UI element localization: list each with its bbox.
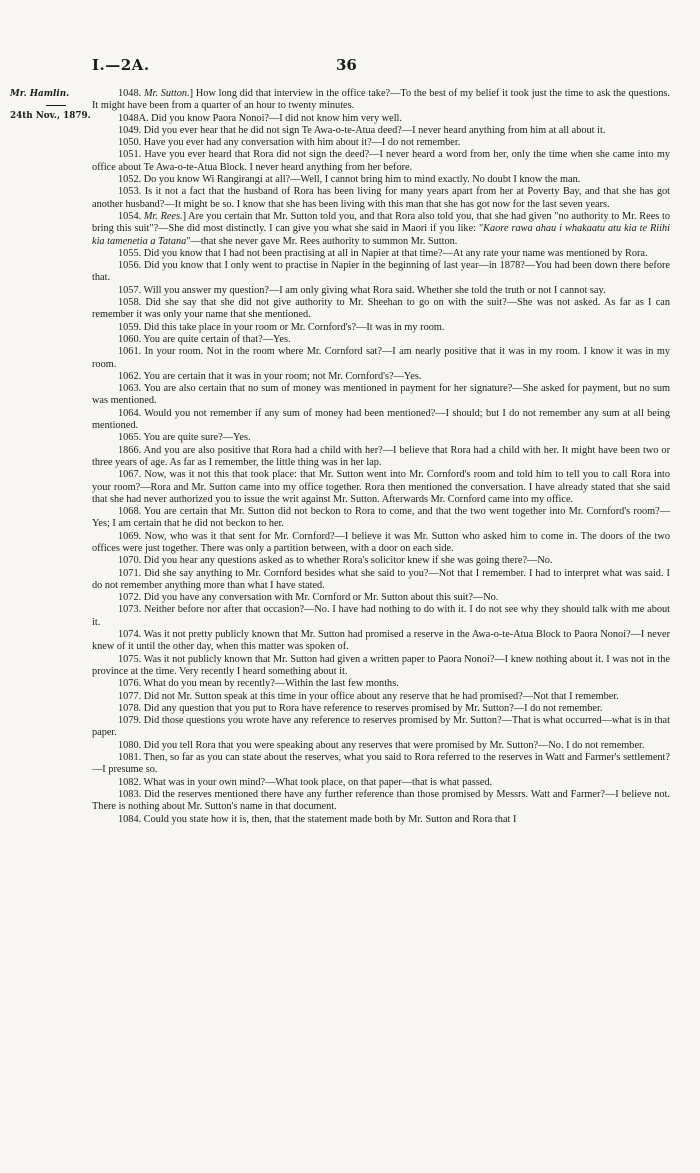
testimony-body: [92, 88, 670, 826]
paragraph-text: 1048A. Did you know Paora Nonoi?—I did not know him very well.: [118, 112, 402, 124]
paragraph-text: "—that she never gave Mr. Rees authority to summon Mr. Sutton.: [186, 235, 458, 247]
testimony-paragraph: [92, 814, 670, 826]
italic-text: Mr. Rees.: [143, 210, 183, 222]
testimony-paragraph: [92, 592, 670, 604]
paragraph-text: 1062. You are certain that it was in your room; not Mr. Cornford's?—Yes.: [118, 370, 422, 382]
testimony-paragraph: [92, 469, 670, 506]
paragraph-text: 1058. Did she say that she did not give authority to Mr. Sheehan to go on with the suit?—She was not asked. As far as I can remember it was only your name that she mentioned.: [92, 297, 670, 321]
paragraph-text: 1054.: [118, 210, 144, 222]
paragraph-text: 1071. Did she say anything to Mr. Cornford besides what she said to you?—Not that I remember. I had to interpret what was said. I do not remember anything more than what I have stated.: [92, 567, 670, 591]
page-header: [92, 56, 670, 76]
paragraph-text: 1060. You are quite certain of that?—Yes.: [118, 333, 291, 345]
italic-text: Mr. Sutton.: [143, 88, 190, 99]
paragraph-text: 1050. Have you ever had any conversation with him about it?—I do not remember.: [118, 137, 461, 149]
testimony-paragraph: [92, 654, 670, 679]
testimony-paragraph: [92, 260, 670, 285]
testimony-paragraph: [92, 137, 670, 149]
paragraph-text: 1072. Did you have any conversation with Mr. Cornford or Mr. Sutton about this suit?—No.: [118, 592, 499, 604]
testimony-paragraph: [92, 211, 670, 248]
testimony-paragraph: [92, 445, 670, 470]
testimony-paragraph: [92, 777, 670, 789]
testimony-paragraph: [92, 604, 670, 629]
margin-note: [10, 88, 90, 123]
paragraph-text: 1076. What do you mean by recently?—Within the last few months.: [118, 678, 399, 690]
testimony-paragraph: [92, 297, 670, 322]
testimony-paragraph: [92, 285, 670, 297]
paragraph-text: 1052. Do you know Wi Rangirangi at all?—Well, I cannot bring him to mind exactly. No doubt I know the man.: [118, 174, 581, 186]
testimony-paragraph: [92, 346, 670, 371]
paragraph-text: 1067. Now, was it not this that took place: that Mr. Sutton went into Mr. Cornford's room and told him to tell you to call Rora into your room?—Rora and Mr. Sutton came into my office together. Rora then mentioned the conversation. I have already stated that she said that she had never authorized you to issue the writ against Mr. Sutton. Afterwards Mr. Cornford came into my office.: [92, 469, 670, 505]
testimony-paragraph: [92, 149, 670, 174]
paragraph-text: 1073. Neither before nor after that occasion?—No. I have had nothing to do with it. I do not see why they should talk with me about it.: [92, 604, 670, 628]
paragraph-text: 1082. What was in your own mind?—What took place, on that paper—that is what passed.: [118, 776, 493, 788]
testimony-paragraph: [92, 383, 670, 408]
paragraph-text: 1057. Will you answer my question?—I am only giving what Rora said. Whether she told the truth or not I cannot say.: [118, 284, 606, 296]
testimony-paragraph: [92, 715, 670, 740]
paragraph-text: 1051. Have you ever heard that Rora did not sign the deed?—I never heard a word from her, only the time when she came into my office about Te Awa-o-te-Atua Block. I never heard anything from her before.: [92, 149, 670, 173]
testimony-paragraph: [92, 629, 670, 654]
testimony-paragraph: [92, 740, 670, 752]
paragraph-text: 1074. Was it not pretty publicly known that Mr. Sutton had promised a reserve in the Awa-o-te-Atua Block to Paora Nonoi?—I never knew of it until the other day, when this matter was spoken of.: [92, 629, 670, 653]
testimony-paragraph: [92, 186, 670, 211]
testimony-paragraph: [92, 248, 670, 260]
italic-text: Kaore rawa ahau i whakaatu atu kia te Riihi kia tamenetia a Tatana: [92, 223, 670, 247]
page-number: 36: [336, 56, 357, 74]
testimony-paragraph: [92, 432, 670, 444]
paragraph-text: 1049. Did you ever hear that he did not sign Te Awa-o-te-Atua deed?—I never heard anything from him at all about it.: [118, 124, 606, 136]
paragraph-text: ] Are you certain that Mr. Sutton told you, and that Rora also told you, that she had given "no authority to Mr. Rees to bring this suit"?—She did most distinctly. I can give you what she said in Maori if you like: ": [92, 210, 670, 235]
paragraph-text: 1081. Then, so far as you can state about the reserves, what you said to Rora referred to the reserves in Watt and Farmer's settlement?—I presume so.: [92, 752, 670, 776]
paragraph-text: 1077. Did not Mr. Sutton speak at this time in your office about any reserve that he had promised?—Not that I remember.: [118, 690, 619, 702]
paragraph-text: 1866. And you are also positive that Rora had a child with her?—I believe that Rora had a child with her. It might have been two or three years of age. As far as I remember, the little thing was in her lap.: [92, 444, 670, 468]
paragraph-text: 1080. Did you tell Rora that you were speaking about any reserves that were promised by Mr. Sutton?—No. I do not remember.: [118, 739, 645, 751]
testimony-paragraph: [92, 691, 670, 703]
testimony-paragraph: [92, 789, 670, 814]
testimony-paragraph: [92, 408, 670, 433]
paragraph-text: 1053. Is it not a fact that the husband of Rora has been living for many years apart from her at Poverty Bay, and that she has got another husband?—It might be so. I know that she has been living with this man that she has got now for the last seven years.: [92, 186, 670, 210]
paragraph-text: 1061. In your room. Not in the room where Mr. Cornford sat?—I am nearly positive that it was in my room. I know it was in my room.: [92, 346, 670, 370]
paragraph-text: 1063. You are also certain that no sum of money was mentioned in payment for her signature?—She asked for payment, but no sum was mentioned.: [92, 383, 670, 407]
margin-date: 24th Nov., 1879.: [10, 111, 91, 122]
paragraph-text: 1048.: [118, 88, 144, 99]
paragraph-text: 1079. Did those questions you wrote have any reference to reserves promised by Mr. Sutton?—That is what occurred—what is in that paper.: [92, 715, 670, 739]
paragraph-text: 1078. Did any question that you put to Rora have reference to reserves promised by Mr. Sutton?—I do not remember.: [118, 702, 603, 714]
paragraph-text: 1075. Was it not publicly known that Mr. Sutton had given a written paper to Paora Nonoi?—I knew nothing about it. I was not in the province at the time. Very recently I heard something about it.: [92, 653, 670, 677]
paragraph-text: 1059. Did this take place in your room or Mr. Cornford's?—It was in my room.: [118, 321, 445, 333]
paragraph-text: 1070. Did you hear any questions asked as to whether Rora's solicitor knew if she was going there?—No.: [118, 555, 553, 567]
testimony-paragraph: [92, 555, 670, 567]
paragraph-text: 1056. Did you know that I only went to practise in Napier in the beginning of last year—in 1878?—You had been down there before that.: [92, 260, 670, 284]
testimony-paragraph: [92, 88, 670, 113]
testimony-paragraph: [92, 531, 670, 556]
testimony-paragraph: [92, 506, 670, 531]
testimony-paragraph: [92, 174, 670, 186]
testimony-paragraph: [92, 568, 670, 593]
paragraph-text: 1084. Could you state how it is, then, that the statement made both by Mr. Sutton and Rora that I: [118, 813, 517, 825]
paragraph-text: 1069. Now, who was it that sent for Mr. Cornford?—I believe it was Mr. Sutton who asked him to come in. The doors of the two offices were just together. There was only a partition between, with a door on each side.: [92, 530, 670, 554]
testimony-paragraph: [92, 322, 670, 334]
paragraph-text: ] How long did that interview in the office take?—To the best of my belief it took just the time to ask the questions. It might have been from a quarter of an hour to twenty minutes.: [92, 88, 670, 112]
testimony-paragraph: [92, 752, 670, 777]
paragraph-text: 1064. Would you not remember if any sum of money had been mentioned?—I should; but I do not remember any sum at all being mentioned.: [92, 407, 670, 432]
paragraph-text: 1065. You are quite sure?—Yes.: [118, 432, 251, 444]
paragraph-text: 1083. Did the reserves mentioned there have any further reference than those promised by Messrs. Watt and Farmer?—I believe not. There is nothing about Mr. Sutton's name in that document.: [92, 788, 670, 813]
testimony-paragraph: [92, 334, 670, 346]
margin-witness-name: Mr. Hamlin.: [10, 89, 70, 99]
testimony-paragraph: [92, 371, 670, 383]
paragraph-text: 1055. Did you know that I had not been practising at all in Napier at that time?—At any rate your name was mentioned by Rora.: [118, 247, 648, 259]
paragraph-text: 1068. You are certain that Mr. Sutton did not beckon to Rora to come, and that the two went together into Mr. Cornford's room?—Yes; I am certain that he did not beckon to her.: [92, 506, 670, 530]
testimony-paragraph: [92, 113, 670, 125]
testimony-paragraph: [92, 703, 670, 715]
testimony-paragraph: [92, 678, 670, 690]
testimony-paragraph: [92, 125, 670, 137]
margin-rule: [46, 105, 66, 106]
document-reference: I.—2A.: [92, 56, 150, 74]
